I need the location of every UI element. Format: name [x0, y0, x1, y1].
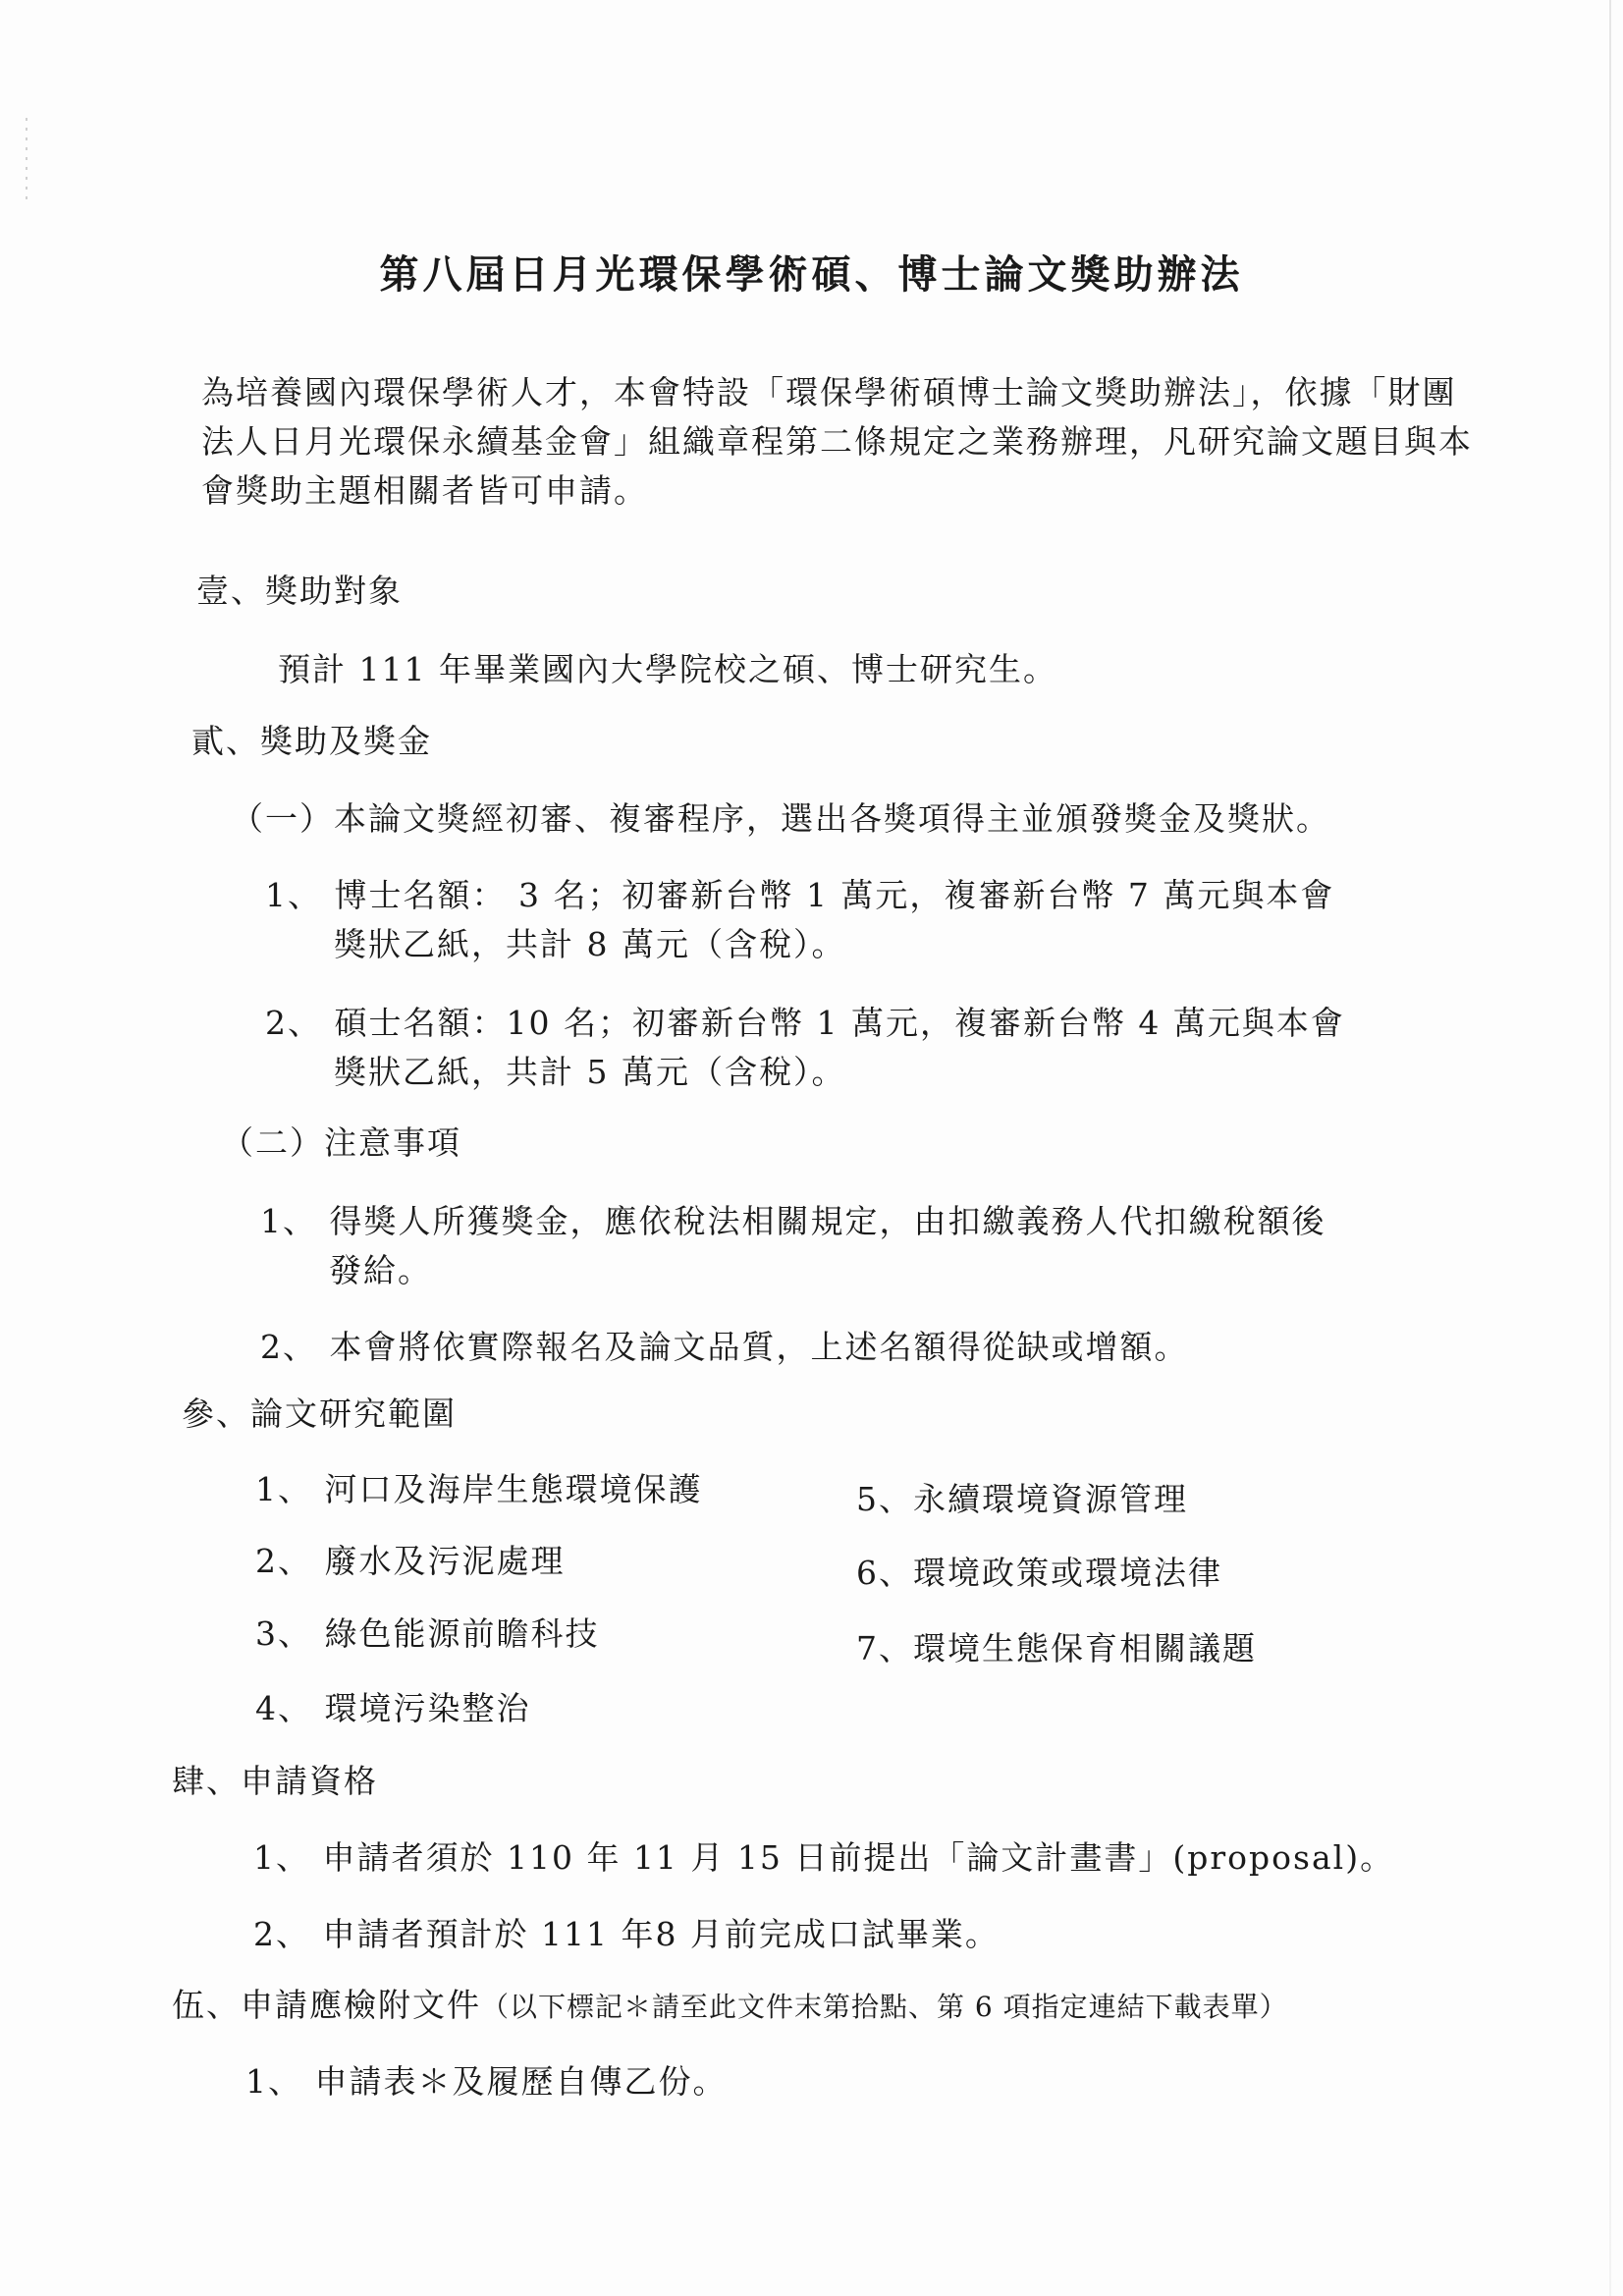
scope-item: 1、 河口及海岸生態環境保護: [255, 1470, 703, 1508]
section-4-item2: 2、 申請者預計於 111 年8 月前完成口試畢業。: [253, 1915, 1000, 1953]
section-2-sub1-heading: （一）本論文獎經初審、複審程序，選出各獎項得主並頒發獎金及獎狀。: [231, 799, 1330, 838]
scope-item: 7、環境生態保育相關議題: [856, 1629, 1257, 1667]
section-3-heading: 參、論文研究範圍: [182, 1394, 457, 1433]
section-2-sub1-item2-line2: 獎狀乙紙，共計 5 萬元（含稅）。: [334, 1053, 846, 1091]
section-4-item1: 1、 申請者須於 110 年 11 月 15 日前提出「論文計畫書」(proposal)。: [253, 1838, 1395, 1877]
section-2-sub1-item1-line2: 獎狀乙紙，共計 8 萬元（含稅）。: [334, 925, 846, 963]
intro-paragraph: 為培養國內環保學術人才，本會特設「環保學術碩博士論文獎助辦法」，依據「財團法人日月光環保永續基金會」組織章程第二條規定之業務辦理，凡研究論文題目與本會獎助主題相關者皆可申請。: [201, 373, 1473, 510]
section-2-sub1-item2-line1: 2、 碩士名額：10 名；初審新台幣 1 萬元，複審新台幣 4 萬元與本會: [265, 1004, 1345, 1042]
section-1-text: 預計 111 年畢業國內大學院校之碩、博士研究生。: [278, 650, 1057, 688]
section-1-heading: 壹、獎助對象: [196, 572, 403, 610]
scan-edge: [1609, 0, 1611, 2296]
section-5-heading-row: [172, 1984, 1288, 2029]
section-2-sub1-item1-line1: 1、 博士名額： 3 名；初審新台幣 1 萬元，複審新台幣 7 萬元與本會: [265, 876, 1335, 914]
scope-item: 6、環境政策或環境法律: [856, 1554, 1222, 1592]
scope-item: 4、 環境污染整治: [255, 1689, 531, 1727]
scope-item: 5、永續環境資源管理: [856, 1480, 1188, 1518]
section-2-sub2-item1-line2: 發給。: [329, 1251, 432, 1289]
section-2-heading: 貳、獎助及獎金: [191, 722, 432, 760]
section-2-sub2-item1-line1: 1、 得獎人所獲獎金，應依稅法相關規定，由扣繳義務人代扣繳稅額後: [260, 1202, 1326, 1240]
section-2-sub2-item2: 2、 本會將依實際報名及論文品質，上述名額得從缺或增額。: [260, 1328, 1189, 1366]
section-5-note: （以下標記＊請至此文件末第拾點、第 6 項指定連結下載表單）: [481, 1991, 1288, 2023]
section-5-heading: 伍、申請應檢附文件: [172, 1986, 481, 2024]
document-title: 第八屆日月光環保學術碩、博士論文獎助辦法: [379, 251, 1244, 298]
scope-item: 2、 廢水及污泥處理: [255, 1542, 566, 1580]
section-4-heading: 肆、申請資格: [172, 1762, 378, 1800]
scope-item: 3、 綠色能源前瞻科技: [255, 1614, 600, 1653]
scan-artifact: [26, 118, 27, 206]
section-2-sub2-heading: （二）注意事項: [221, 1123, 461, 1162]
section-5-item1: 1、 申請表＊及履歷自傳乙份。: [245, 2062, 728, 2101]
